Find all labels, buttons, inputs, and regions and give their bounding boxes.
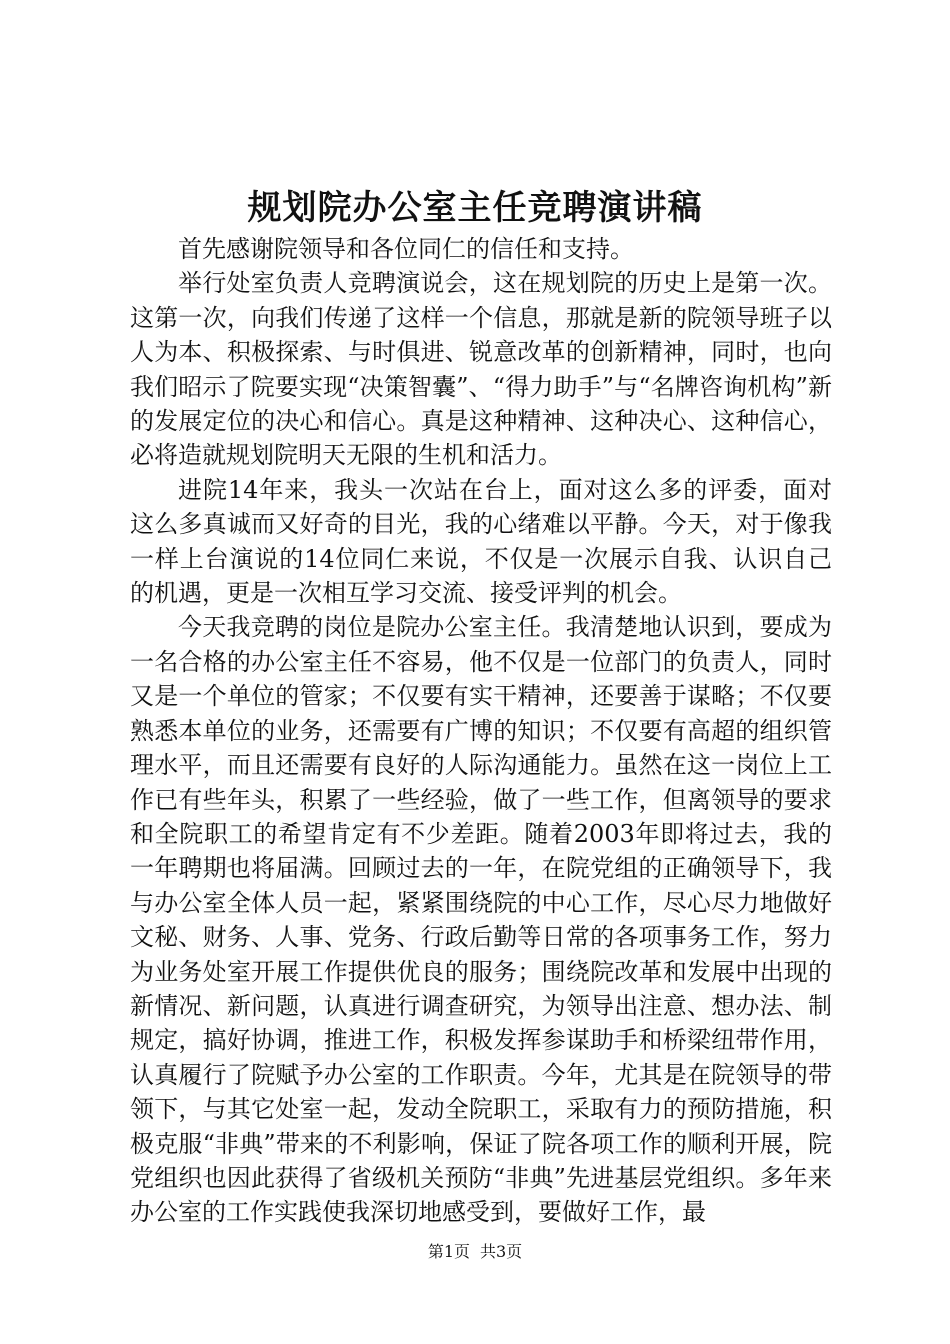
paragraph: 首先感谢院领导和各位同仁的信任和支持。 [178,235,634,263]
paragraph: 举行处室负责人竞聘演说会，这在规划院的历史上是第一次。这第一次，向我们传递了这样一个信息，那就是新的院领导班子以人为本、积极探索、与时俱进、锐意改革的创新精神，同时，也向我们昭示了院要实现“决策智囊”、“得力助手”与“名牌咨询机构”新的发展定位的决心和信心。真是这种精神、这种决心、这种信心，必将造就规划院明天无限的生机和活力。 [130,269,832,470]
page-footer [0,1242,950,1262]
document-body [130,232,832,1230]
page-total: 共3页 [480,1242,523,1261]
paragraph: 今天我竞聘的岗位是院办公室主任。我清楚地认识到，要成为一名合格的办公室主任不容易，他不仅是一位部门的负责人，同时又是一个单位的管家；不仅要有实干精神，还要善于谋略；不仅要熟悉本单位的业务，还需要有广博的知识；不仅要有高超的组织管理水平，而且还需要有良好的人际沟通能力。虽然在这一岗位上工作已有些年头，积累了一些经验，做了一些工作，但离领导的要求和全院职工的希望肯定有不少差距。随着2003年即将过去，我的一年聘期也将届满。回顾过去的一年，在院党组的正确领导下，我与办公室全体人员一起，紧紧围绕院的中心工作，尽心尽力地做好文秘、财务、人事、党务、行政后勤等日常的各项事务工作，努力为业务处室开展工作提供优良的服务；围绕院改革和发展中出现的新情况、新问题，认真进行调查研究，为领导出注意、想办法、制规定，搞好协调，推进工作，积极发挥参谋助手和桥梁纽带作用，认真履行了院赋予办公室的工作职责。今年，尤其是在院领导的带领下，与其它处室一起，发动全院职工，采取有力的预防措施，积极克服“非典”带来的不利影响，保证了院各项工作的顺利开展，院党组织也因此获得了省级机关预防“非典”先进基层党组织。多年来办公室的工作实践使我深切地感受到，要做好工作，最 [130,613,832,1227]
page-number: 第1页 [427,1242,470,1261]
document-title: 规划院办公室主任竞聘演讲稿 [247,188,703,228]
paragraph: 进院14年来，我头一次站在台上，面对这么多的评委，面对这么多真诚而又好奇的目光，我的心绪难以平静。今天，对于像我一样上台演说的14位同仁来说，不仅是一次展示自我、认识自己的机遇，更是一次相互学习交流、接受评判的机会。 [130,475,832,608]
